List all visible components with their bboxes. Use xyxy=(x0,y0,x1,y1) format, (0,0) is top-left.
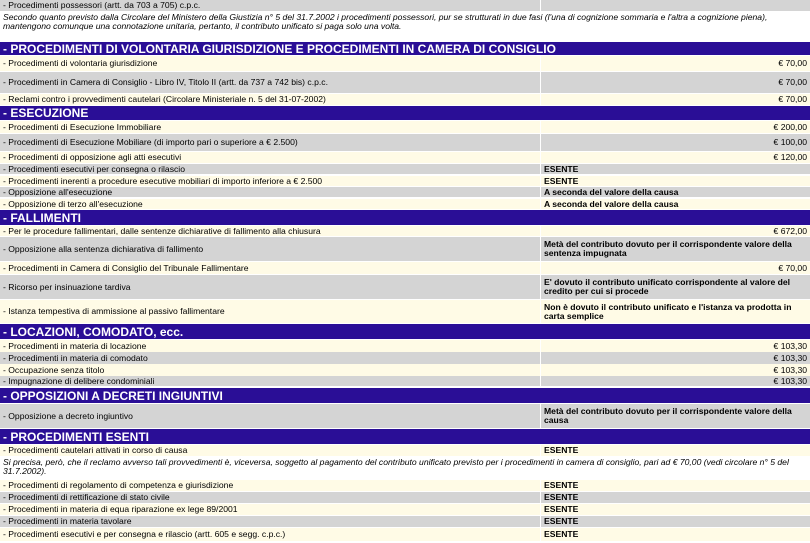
fee-value: ESENTE xyxy=(541,480,810,492)
fee-row-procedimenti-di-rettificazione-di-stato- xyxy=(0,492,810,504)
fee-row-procedimenti-in-materia-di-equa-riparazi xyxy=(0,504,810,516)
procedure-label: - Opposizione a decreto ingiuntivo xyxy=(0,404,541,429)
section-header: - PROCEDIMENTI DI VOLONTARIA GIURISDIZIONE E PROCEDIMENTI IN CAMERA DI CONSIGLIO xyxy=(0,42,810,56)
fee-value: ESENTE xyxy=(541,492,810,504)
fee-value: ESENTE xyxy=(541,516,810,528)
fee-value: Non è dovuto il contributo unificato e l'istanza va prodotta in carta semplice xyxy=(541,300,810,324)
fee-row-opposizione-di-terzo-all-esecuzione xyxy=(0,199,810,210)
fee-row-impugnazione-di-delibere-condominiali xyxy=(0,376,810,387)
procedure-label: - Opposizione all'esecuzione xyxy=(0,187,541,198)
procedure-label: - Procedimenti esecutivi per consegna o rilascio xyxy=(0,164,541,175)
procedure-label: - Procedimenti in Camera di Consiglio - Libro IV, Titolo II (artt. da 737 a 742 bis) c.p.c. xyxy=(0,72,541,94)
fee-row-procedimenti-inerenti-a-procedure-esecut xyxy=(0,176,810,187)
fee-value: € 103,30 xyxy=(541,340,810,354)
fee-row-opposizione-all-esecuzione xyxy=(0,187,810,198)
fee-row-procedimenti-di-esecuzione-mobiliare-di- xyxy=(0,134,810,152)
procedure-label: - Procedimenti esecutivi e per consegna e rilascio (artt. 605 e segg. c.p.c.) xyxy=(0,528,541,542)
fee-value: € 70,00 xyxy=(541,72,810,94)
fee-value: € 70,00 xyxy=(541,94,810,106)
fee-value: € 672,00 xyxy=(541,226,810,237)
fee-value: € 70,00 xyxy=(541,56,810,72)
procedure-label: - Procedimenti in materia di locazione xyxy=(0,340,541,354)
fee-value: ESENTE xyxy=(541,504,810,516)
fee-row-per-le-procedure-fallimentari-dalle-sent xyxy=(0,226,810,237)
procedure-label: - Procedimenti cautelari attivati in corso di causa xyxy=(0,445,541,457)
procedure-label: - Procedimenti possessori (artt. da 703 a 705) c.p.c. xyxy=(0,0,541,12)
section-header: - PROCEDIMENTI ESENTI xyxy=(0,429,810,445)
fee-row-procedimenti-di-volontaria-giurisdizione xyxy=(0,56,810,72)
fee-value: ESENTE xyxy=(541,528,810,542)
fee-row-istanza-tempestiva-di-ammissione-al-pass xyxy=(0,300,810,324)
procedure-label: - Procedimenti in materia di comodato xyxy=(0,352,541,365)
section-header: - OPPOSIZIONI A DECRETI INGIUNTIVI xyxy=(0,388,810,404)
procedure-label: - Procedimenti di regolamento di competenza e giurisdizione xyxy=(0,480,541,492)
fee-row-procedimenti-in-camera-di-consiglio-libr xyxy=(0,72,810,94)
procedure-label: - Procedimenti inerenti a procedure esecutive mobiliari di importo inferiore a € 2.500 xyxy=(0,176,541,187)
fee-value: € 120,00 xyxy=(541,152,810,164)
procedure-label: - Procedimenti in materia tavolare xyxy=(0,516,541,528)
fee-row-procedimenti-in-camera-di-consiglio-del- xyxy=(0,262,810,275)
fee-value: ESENTE xyxy=(541,164,810,175)
procedure-label: - Procedimenti di volontaria giurisdizione xyxy=(0,56,541,72)
procedure-label: - Procedimenti di Esecuzione Mobiliare (di importo pari o superiore a € 2.500) xyxy=(0,134,541,152)
fee-row-procedimenti-cautelari-attivati-in-corso xyxy=(0,445,810,457)
procedure-label: - Impugnazione di delibere condominiali xyxy=(0,376,541,387)
fee-value: € 200,00 xyxy=(541,121,810,134)
fee-value: € 103,30 xyxy=(541,364,810,377)
section-header: - ESECUZIONE xyxy=(0,106,810,121)
procedure-label: - Procedimenti in Camera di Consiglio del Tribunale Fallimentare xyxy=(0,262,541,275)
procedure-label: - Istanza tempestiva di ammissione al passivo fallimentare xyxy=(0,300,541,324)
section-header: - LOCAZIONI, COMODATO, ecc. xyxy=(0,324,810,340)
fee-value: € 103,30 xyxy=(541,376,810,387)
fee-row-procedimenti-di-opposizione-agli-atti-es xyxy=(0,152,810,164)
fee-row-reclami-contro-i-provvedimenti-cautelari xyxy=(0,94,810,106)
fee-value: Metà del contributo dovuto per il corrispondente valore della causa xyxy=(541,404,810,429)
procedure-label: - Opposizione alla sentenza dichiarativa di fallimento xyxy=(0,237,541,262)
procedure-label: - Procedimenti di rettificazione di stato civile xyxy=(0,492,541,504)
fee-row-opposizione-a-decreto-ingiuntivo xyxy=(0,404,810,429)
procedure-label: - Reclami contro i provvedimenti cautelari (Circolare Ministeriale n. 5 del 31-07-2002) xyxy=(0,94,541,106)
fee-value xyxy=(541,0,810,12)
section-header: - FALLIMENTI xyxy=(0,210,810,226)
fee-row-procedimenti-esecutivi-e-per-consegna-e- xyxy=(0,528,810,542)
procedure-label: - Ricorso per insinuazione tardiva xyxy=(0,275,541,300)
fee-value: ESENTE xyxy=(541,176,810,187)
fee-row-procedimenti-di-regolamento-di-competenz xyxy=(0,480,810,492)
fee-value: € 103,30 xyxy=(541,352,810,365)
fee-row-procedimenti-esecutivi-per-consegna-o-ri xyxy=(0,164,810,175)
fee-row-procedimenti-in-materia-tavolare xyxy=(0,516,810,528)
note-text: Secondo quanto previsto dalla Circolare del Ministero della Giustizia n° 5 del 31.7.2002 i procedimenti possessori, pur se strutturati in due fasi (l'una di cognizione sommaria e l'altra a cognizione piena), mantengono comunque una connotazione unitaria, pertanto, il contributo unificato si paga solo una volta. xyxy=(0,12,810,38)
fee-value: € 100,00 xyxy=(541,134,810,152)
procedure-label: - Occupazione senza titolo xyxy=(0,364,541,377)
fee-value: A seconda del valore della causa xyxy=(541,199,810,210)
fee-row-ricorso-per-insinuazione-tardiva xyxy=(0,275,810,300)
fee-row-procedimenti-possessori-artt-da-703-a-70 xyxy=(0,0,810,12)
fee-row-procedimenti-di-esecuzione-immobiliare xyxy=(0,121,810,134)
fee-value: A seconda del valore della causa xyxy=(541,187,810,198)
procedure-label: - Procedimenti di Esecuzione Immobiliare xyxy=(0,121,541,134)
note-text: Si precisa, però, che il reclamo avverso tali provvedimenti è, viceversa, soggetto al pagamento del contributo unificato previsto per i procedimenti in camera di consiglio, pari ad € 70,00 (vedi circolare n° 5 del 31.7.2002). xyxy=(0,457,810,480)
fee-row-opposizione-alla-sentenza-dichiarativa-d xyxy=(0,237,810,262)
procedure-label: - Procedimenti in materia di equa riparazione ex lege 89/2001 xyxy=(0,504,541,516)
fee-value: E' dovuto il contributo unificato corrispondente al valore del credito per cui si procede xyxy=(541,275,810,300)
procedure-label: - Per le procedure fallimentari, dalle sentenze dichiarative di fallimento alla chiusura xyxy=(0,226,541,237)
fee-value: ESENTE xyxy=(541,445,810,457)
procedure-label: - Procedimenti di opposizione agli atti esecutivi xyxy=(0,152,541,164)
fee-value: Metà del contributo dovuto per il corrispondente valore della sentenza impugnata xyxy=(541,237,810,262)
fee-value: € 70,00 xyxy=(541,262,810,275)
procedure-label: - Opposizione di terzo all'esecuzione xyxy=(0,199,541,210)
